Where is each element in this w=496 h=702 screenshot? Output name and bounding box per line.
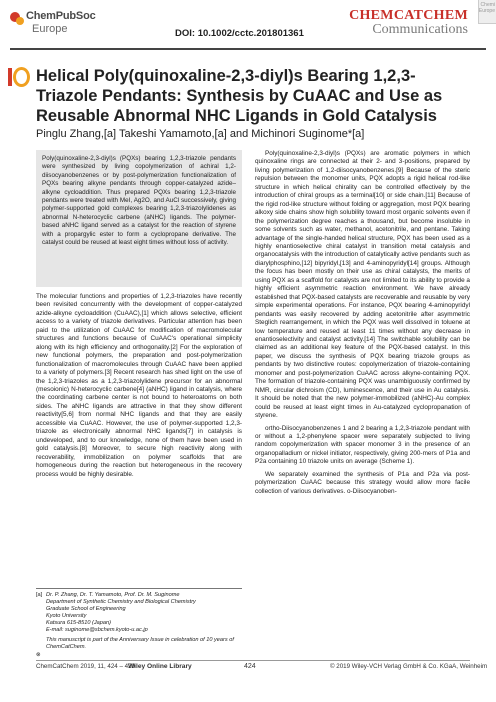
journal-masthead bbox=[349, 8, 468, 38]
anniversary-note-mark: ⊗ bbox=[36, 652, 41, 658]
article-title: Helical Poly(quinoxaline-2,3-diyl)s Bearing 1,2,3-Triazole Pendants: Synthesis by CuAAC and Use as Reusable Abnormal NHC Ligands in Gold Catalysis bbox=[36, 67, 443, 125]
paragraph: The molecular functions and properties of 1,2,3-triazoles have recently been revisited concurrently with the development of copper-catalyzed azide-alkyne cycloaddition (CuAAC),[1] which allows selective, efficient access to a variety of triazole derivatives. Particular attention has been paid to the utilization of CuAAC for modification of macromolecular structures and functions because of CuAAC's operational simplicity along with its high efficiency and orthogonality.[2] For the exploration of new functional polymers, the preparation and post-polymerization functionalization of macromolecules through CuAAC have been applied to a variety of polymers.[3] Recent research has shed light on the use of the 1,2,3-triazoles as a 1,2,3-triazolylidene precursor for an abnormal (mesoionic) N-heterocyclic carbene[4] (aNHC) ligand in catalysis, where the coordinating carbene center is not bound to heteroatoms on both sides. The aNHC ligands are attractive in that they show different reactivity[5,6] from normal NHC ligands and that they are easily accessible via CuAAC. However, the use of polymer-supported 1,2,3-triazole as electronically abnormal NHC ligands[7] in catalysis is undeveloped, and to our knowledge, none of them have been used in gold catalysis.[8] Moreover, to secure high reactivity along with recoverability, immobilization on polymer scaffolds that are homogeneous during the reaction but heterogeneous in the recovery process would be highly desirable. bbox=[36, 293, 242, 478]
body-left-column bbox=[36, 293, 242, 483]
author-list: Pinglu Zhang,[a] Takeshi Yamamoto,[a] and Michinori Suginome*[a] bbox=[36, 128, 365, 140]
edge-tab-text: Chemi Europe bbox=[478, 2, 495, 14]
publisher-region: Europe bbox=[32, 23, 68, 35]
logo-dot-icon bbox=[16, 17, 24, 25]
paragraph: We separately examined the synthesis of P1a and P2a via post-polymerization CuAAC because this strategy would allow more facile collection of various derivatives. o-Diisocyanoben- bbox=[255, 470, 470, 495]
affiliation-footnote bbox=[36, 592, 242, 658]
abstract-box: Poly(quinoxaline-2,3-diyl)s (PQXs) bearing 1,2,3-triazole pendants were synthesized by living copolymerization of achiral 1,2-diisocyanobenzenes or by post-polymerization functionalization of PQXs bearing alkyne pendants through copper-catalyzed azide–alkyne cycloaddition. Thus prepared PQXs bearing 1,2,3-triazole pendants were treated with MeI, Ag2O, and AuCl successively, giving polymer-supported gold complexes bearing 1,2,3-triazolylidenes as abnormal N-heterocyclic carbene (aNHC) ligands. The polymer-based aNHC ligand served as a catalyst for the reaction of styrene with a propargylic ester to form a cyclopropane derivative. The catalyst could be reused at least eight times without loss of activity. bbox=[36, 150, 242, 287]
anniversary-note: This manuscript is part of the Anniversary Issue in celebration of 10 years of ChemCatChem. bbox=[46, 637, 234, 650]
page-number: 424 bbox=[244, 663, 256, 670]
journal-name: CHEMCATCHEM bbox=[349, 8, 468, 23]
anniversary-badge-icon bbox=[8, 67, 30, 87]
footnote-label: [a] bbox=[36, 592, 43, 598]
doi[interactable]: DOI: 10.1002/cctc.201801361 bbox=[175, 28, 304, 39]
paragraph: Poly(quinoxaline-2,3-diyl)s (PQXs) are aromatic polymers in which quinoxaline rings are connected at their 2- and 3-positions, prepared by living polymerization of 1,2-diisocyanobenzenes.[9] Because of the steric repulsion between the monomer units, PQX adopts a rigid helical rod-like structure in which helical chirality can be controlled effectively by the introduction of chiral groups as a terminal[10] or side chain.[11] Because of the rigid rod-like structure without folding or aggregation, most PQX bearing alkoxy side chains show high solubility toward most organic solvents even if the polymerization degree reaches a thousand, but become insoluble in some solvents such as water, methanol, acetonitrile, and pentane. Taking advantage of the single-handed helical structure, PQX has been used as a highly enantioselective chiral catalyst in transition metal catalysis and organocatalysis with the introduction of catalytically active pendants such as diarylphosphino,[12] bipyridyl,[13] and 4-aminopyridyl[14] groups. Although the focus has been mostly on their use as chiral catalysts, the merits of using PQX as a scaffold for catalysts are not limited to its ability to provide a highly efficient asymmetric reaction environment. We have already established that PQX-based catalysts are recoverable and reusable by very simple experimental operations. For instance, PQX bearing 4-aminopyridyl pendants was easily recovered by adding acetonitrile after asymmetric Steglich rearrangement, in which the PQX was well dissolved in toluene at low temperature and reused at least 11 times without any decrease in enantioselectivity and catalyst activity.[14] The switchable solubility can be claimed as an additional key feature of the PQX-based catalyst. In this paper, we discuss the synthesis of PQX bearing triazole groups as pendants by two distinctive routes: copolymerization of triazole-containing monomer and post-polymerization CuAAC across alkyne-containing PQX. The formation of triazole-containing PQX was unambiguously confirmed by NMR, circular dichroism (CD), luminescence, and their use in Au catalysis. It should be noted that the new polymer-immobilized (aNHC)-Au complex could be reused at least eight times in Au-catalyzed cyclopropanation of styrene. bbox=[255, 150, 470, 420]
body-right-column bbox=[255, 150, 470, 500]
journal-section: Communications bbox=[372, 22, 468, 37]
paragraph: ortho-Diisocyanobenzenes 1 and 2 bearing a 1,2,3-triazole pendant with or without a 1,2-phenylene spacer were separately subjected to living random copolymerization with spacer monomer 3 in the presence of an organopalladium or nickel initiator, respectively, giving 200-mers of P1a and P2a containing 10 triazole units on average (Scheme 1). bbox=[255, 424, 470, 466]
affiliation-text: Dr. P. Zhang, Dr. T. Yamamoto, Prof. Dr. M. Suginome Department of Synthetic Chemistry and Biological Chemistry Graduate School of Engineering Kyoto University Katsura 615-8510 (Japan) E-mail: suginome@sbchem.kyoto-u.ac.jp bbox=[46, 592, 196, 633]
copyright: © 2019 Wiley-VCH Verlag GmbH & Co. KGaA, Weinheim bbox=[330, 663, 488, 670]
library-link[interactable]: Wiley Online Library bbox=[128, 663, 192, 670]
publisher-logo bbox=[10, 8, 120, 38]
edge-tab bbox=[478, 0, 496, 24]
footnote-divider bbox=[36, 588, 242, 589]
publisher-name: ChemPubSoc bbox=[26, 10, 96, 22]
header-divider bbox=[10, 48, 486, 50]
footer-divider bbox=[36, 660, 470, 661]
citation: ChemCatChem 2019, 11, 424 – 429 bbox=[36, 663, 135, 670]
